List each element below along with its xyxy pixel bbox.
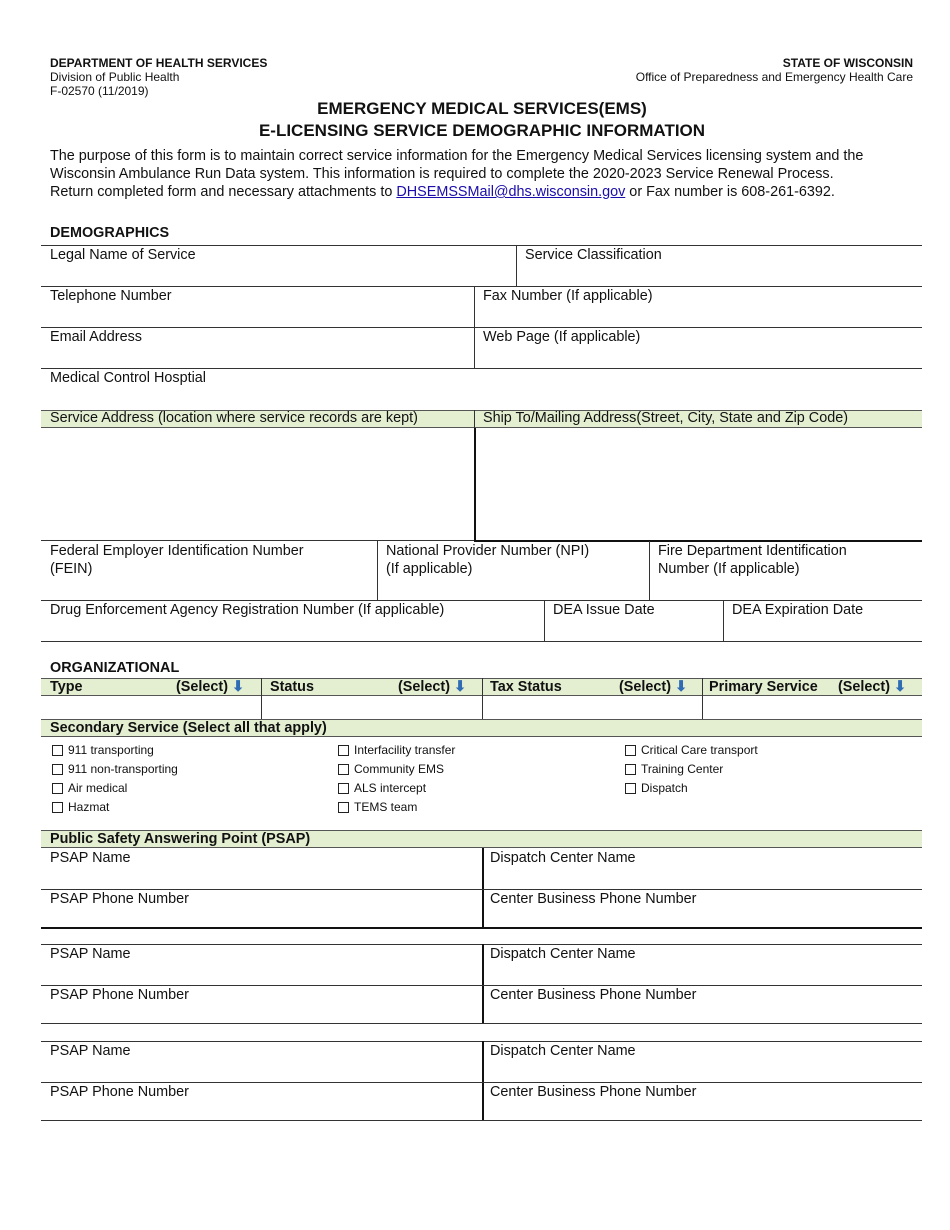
agency-header-right — [636, 56, 913, 84]
npi-field[interactable]: National Provider Number (NPI) (If applicable) — [386, 543, 590, 577]
psap-phone-field[interactable]: PSAP Phone Number — [50, 1084, 189, 1100]
service-address-label: Service Address (location where service records are kept) — [50, 410, 418, 426]
legal-name-field[interactable]: Legal Name of Service — [50, 247, 196, 263]
divider — [41, 1023, 922, 1024]
arrow-down-icon: ⬇ — [893, 679, 907, 695]
department-name: DEPARTMENT OF HEALTH SERVICES — [50, 56, 268, 70]
email-link[interactable]: DHSEMSSMail@dhs.wisconsin.gov — [396, 184, 626, 200]
dea-registration-field[interactable]: Drug Enforcement Agency Registration Number (If applicable) — [50, 602, 445, 618]
division-name: Division of Public Health — [50, 70, 180, 84]
mailing-address-input[interactable] — [477, 429, 921, 539]
tax-status-select[interactable]: (Select) ⬇ — [619, 679, 688, 695]
divider — [516, 245, 517, 286]
return-instructions: Return completed form and necessary attachments to DHSEMSSMail@dhs.wisconsin.gov or Fax number is 608-261-6392. — [50, 184, 835, 200]
checkbox-icon[interactable] — [625, 764, 636, 775]
type-value[interactable] — [41, 697, 260, 718]
checkbox-icon[interactable] — [625, 783, 636, 794]
checkbox-911-non-transporting[interactable]: 911 non-transporting — [52, 762, 178, 776]
primary-service-label: Primary Service — [709, 679, 818, 695]
psap-name-field[interactable]: PSAP Name — [50, 850, 131, 866]
divider — [41, 1120, 922, 1121]
dispatch-center-name-field[interactable]: Dispatch Center Name — [490, 946, 636, 962]
mailing-address-label: Ship To/Mailing Address(Street, City, State and Zip Code) — [483, 410, 849, 426]
psap-phone-field[interactable]: PSAP Phone Number — [50, 891, 189, 907]
checkbox-tems-team[interactable]: TEMS team — [338, 800, 417, 814]
checkbox-community-ems[interactable]: Community EMS — [338, 762, 444, 776]
divider — [723, 600, 724, 641]
center-business-phone-field[interactable]: Center Business Phone Number — [490, 891, 697, 907]
dea-expiration-date-field[interactable]: DEA Expiration Date — [732, 602, 864, 618]
psap-heading: Public Safety Answering Point (PSAP) — [50, 831, 311, 847]
primary-service-value[interactable] — [703, 697, 921, 718]
tax-status-value[interactable] — [483, 697, 701, 718]
divider — [474, 410, 475, 428]
dispatch-center-name-field[interactable]: Dispatch Center Name — [490, 850, 636, 866]
divider — [482, 944, 484, 1024]
state-name: STATE OF WISCONSIN — [782, 56, 913, 70]
checkbox-training-center[interactable]: Training Center — [625, 762, 723, 776]
status-label: Status — [270, 679, 314, 695]
dea-issue-date-field[interactable]: DEA Issue Date — [553, 602, 655, 618]
status-value[interactable] — [262, 697, 481, 718]
type-select[interactable]: (Select) ⬇ — [176, 679, 245, 695]
service-classification-field[interactable]: Service Classification — [525, 247, 662, 263]
divider — [41, 927, 922, 929]
checkbox-air-medical[interactable]: Air medical — [52, 781, 127, 795]
type-label: Type — [50, 679, 83, 695]
checkbox-interfacility-transfer[interactable]: Interfacility transfer — [338, 743, 455, 757]
office-name: Office of Preparedness and Emergency Health Care — [635, 70, 913, 84]
fein-field[interactable]: Federal Employer Identification Number (FEIN) — [50, 543, 304, 577]
checkbox-dispatch[interactable]: Dispatch — [625, 781, 688, 795]
checkbox-icon[interactable] — [338, 783, 349, 794]
divider — [544, 600, 545, 641]
web-page-field[interactable]: Web Page (If applicable) — [483, 329, 641, 345]
tax-status-label: Tax Status — [490, 679, 562, 695]
divider — [482, 1041, 484, 1121]
checkbox-icon[interactable] — [338, 745, 349, 756]
psap-phone-field[interactable]: PSAP Phone Number — [50, 987, 189, 1003]
checkbox-icon[interactable] — [338, 764, 349, 775]
arrow-down-icon: ⬇ — [453, 679, 467, 695]
divider — [649, 541, 650, 600]
status-select[interactable]: (Select) ⬇ — [398, 679, 467, 695]
fdid-field[interactable]: Fire Department Identification Number (If applicable) — [658, 543, 847, 577]
divider — [41, 540, 475, 541]
checkbox-icon[interactable] — [52, 783, 63, 794]
primary-service-select[interactable]: (Select) ⬇ — [838, 679, 907, 695]
organizational-heading: ORGANIZATIONAL — [50, 660, 180, 676]
telephone-field[interactable]: Telephone Number — [50, 288, 172, 304]
checkbox-als-intercept[interactable]: ALS intercept — [338, 781, 426, 795]
email-field[interactable]: Email Address — [50, 329, 142, 345]
checkbox-icon[interactable] — [52, 802, 63, 813]
divider — [41, 641, 922, 642]
divider — [41, 327, 922, 328]
demographics-heading: DEMOGRAPHICS — [50, 225, 170, 241]
medical-control-field[interactable]: Medical Control Hosptial — [50, 370, 206, 386]
checkbox-critical-care-transport[interactable]: Critical Care transport — [625, 743, 758, 757]
arrow-down-icon: ⬇ — [674, 679, 688, 695]
purpose-text: The purpose of this form is to maintain correct service information for the Emergency Medical Services licensing system and the Wisconsin Ambulance Run Data system. This information is required to complete the 2020-2023 Service Renewal Process. — [50, 148, 864, 182]
agency-header-left — [50, 56, 267, 98]
form-title-line2: E-LICENSING SERVICE DEMOGRAPHIC INFORMATION — [258, 121, 706, 140]
address-divider — [474, 428, 476, 540]
form-title-line1: EMERGENCY MEDICAL SERVICES(EMS) — [317, 99, 647, 118]
checkbox-icon[interactable] — [52, 745, 63, 756]
service-address-input[interactable] — [41, 429, 473, 539]
checkbox-icon[interactable] — [52, 764, 63, 775]
checkbox-icon[interactable] — [338, 802, 349, 813]
psap-name-field[interactable]: PSAP Name — [50, 946, 131, 962]
divider — [41, 286, 922, 287]
center-business-phone-field[interactable]: Center Business Phone Number — [490, 1084, 697, 1100]
psap-name-field[interactable]: PSAP Name — [50, 1043, 131, 1059]
fax-field[interactable]: Fax Number (If applicable) — [483, 288, 653, 304]
form-number: F-02570 (11/2019) — [50, 84, 149, 98]
checkbox-hazmat[interactable]: Hazmat — [52, 800, 109, 814]
divider — [377, 541, 378, 600]
checkbox-911-transporting[interactable]: 911 transporting — [52, 743, 154, 757]
secondary-service-heading: Secondary Service (Select all that apply) — [50, 720, 327, 736]
center-business-phone-field[interactable]: Center Business Phone Number — [490, 987, 697, 1003]
dispatch-center-name-field[interactable]: Dispatch Center Name — [490, 1043, 636, 1059]
form-instructions — [50, 147, 916, 201]
divider — [482, 848, 484, 928]
checkbox-icon[interactable] — [625, 745, 636, 756]
arrow-down-icon: ⬇ — [231, 679, 245, 695]
